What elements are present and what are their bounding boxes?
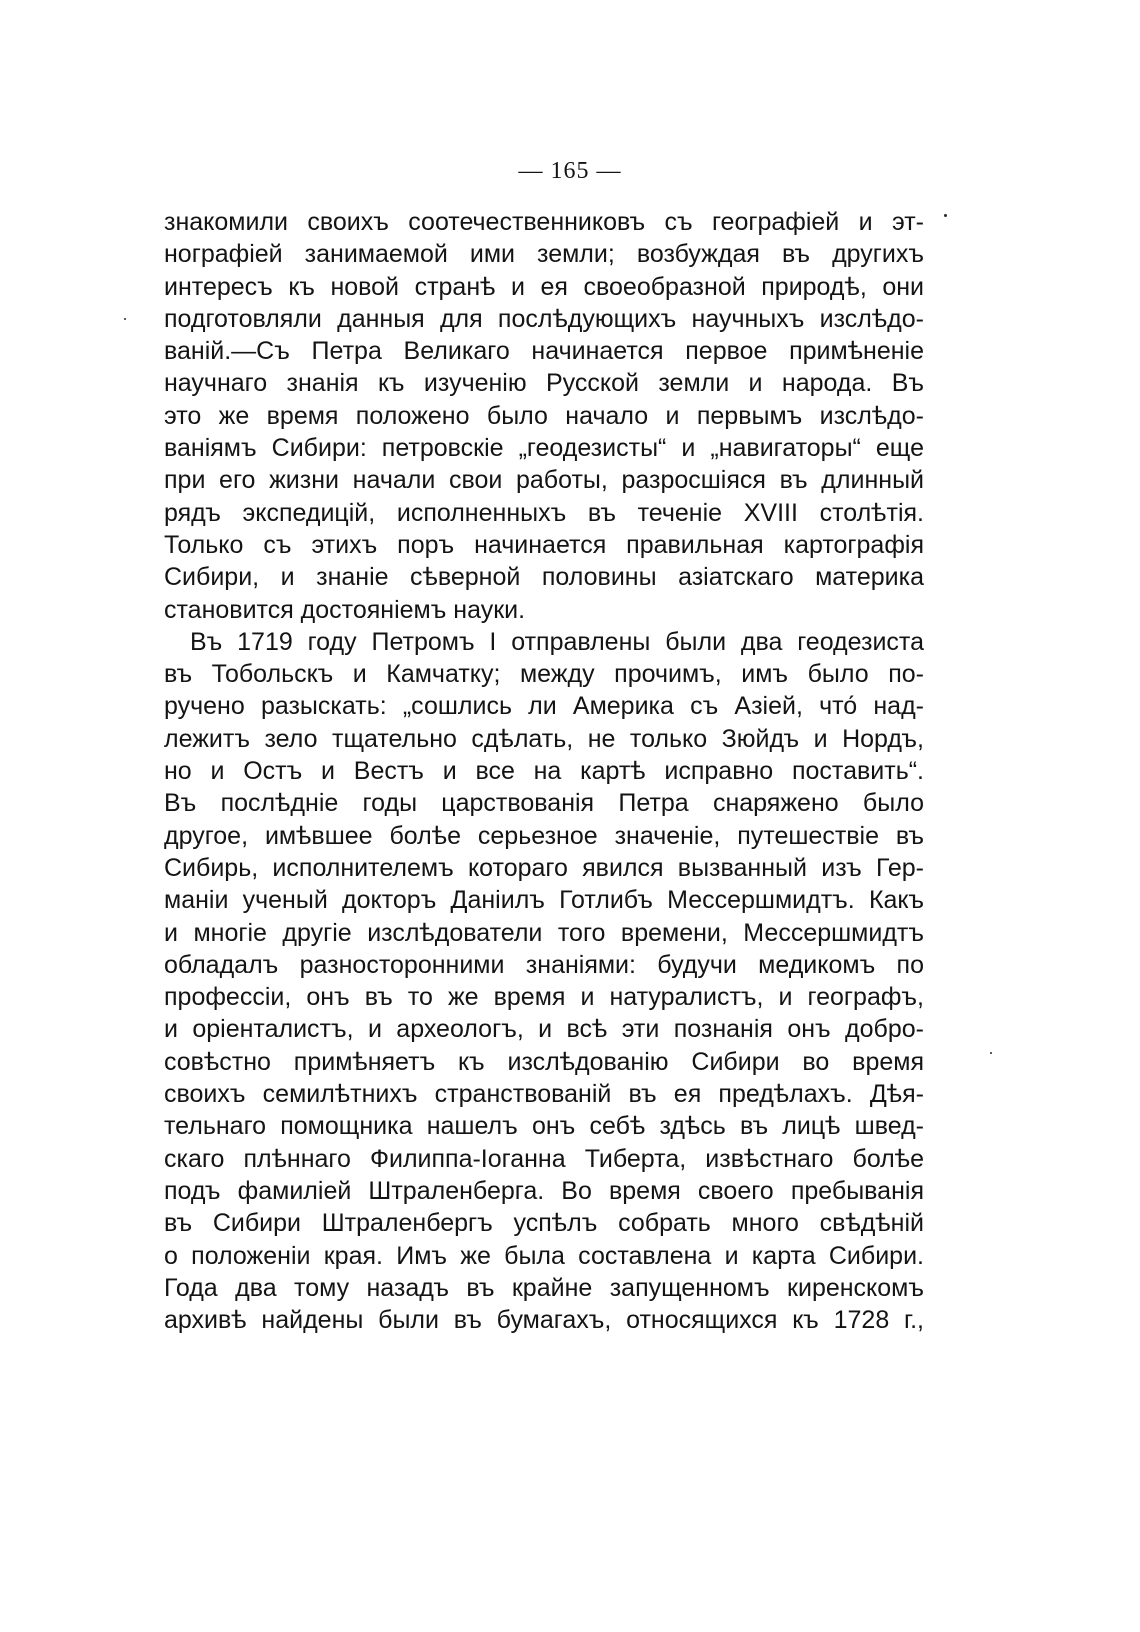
text-line: своихъ семилѣтнихъ странствованій въ ея предѣлахъ. Дѣя- (164, 1080, 924, 1109)
text-line: Въ послѣдніе годы царствованія Петра снаряжено было (164, 789, 924, 818)
text-line: Года два тому назадъ въ крайне запущенномъ киренскомъ (164, 1273, 924, 1302)
text-line: Сибири, и знаніе сѣверной половины азіатскаго материка (164, 563, 924, 592)
text-line: подъ фамиліей Штраленберга. Во время своего пребыванія (164, 1176, 924, 1205)
text-line: подготовляли данныя для послѣдующихъ научныхъ изслѣдо- (164, 304, 924, 333)
text-line: въ Сибири Штраленбергъ успѣлъ собрать много свѣдѣній (164, 1209, 924, 1238)
text-line: маніи ученый докторъ Даніилъ Готлибъ Мессершмидтъ. Какъ (164, 886, 924, 915)
text-line: профессіи, онъ въ то же время и натуралистъ, и географъ, (164, 983, 924, 1012)
text-line: въ Тобольскъ и Камчатку; между прочимъ, имъ было по- (164, 660, 924, 689)
paragraph (164, 206, 924, 626)
text-line: ваніямъ Сибири: петровскіе „геодезисты“ и „навигаторы“ еще (164, 434, 924, 463)
text-line: ручено разыскать: „сошлись ли Америка съ Азіей, что́ над- (164, 692, 924, 721)
text-line: интересъ къ новой странѣ и ея своеобразной природѣ, они (164, 272, 924, 301)
text-line: и многіе другіе изслѣдователи того времени, Мессершмидтъ (164, 918, 924, 947)
text-line: тельнаго помощника нашелъ онъ себѣ здѣсь въ лицѣ швед- (164, 1112, 924, 1141)
print-speck (990, 1052, 992, 1054)
page-number: — 165 — (518, 158, 622, 184)
text-line: при его жизни начали свои работы, разросшіяся въ длинный (164, 466, 924, 495)
text-line: Только съ этихъ поръ начинается правильная картографія (164, 530, 924, 559)
text-line: но и Остъ и Вестъ и все на картѣ исправно поставить“. (164, 757, 924, 786)
print-speck (124, 318, 126, 320)
text-line: обладалъ разносторонними знаніями: будучи медикомъ по (164, 950, 924, 979)
text-line: совѣстно примѣняетъ къ изслѣдованію Сибири во время (164, 1047, 924, 1076)
body-text (164, 206, 924, 1336)
text-line: архивѣ найдены были въ бумагахъ, относящихся къ 1728 г., (164, 1306, 924, 1335)
text-line: знакомили своихъ соотечественниковъ съ географіей и эт- (164, 208, 924, 236)
text-line: нографіей занимаемой ими земли; возбуждая въ другихъ (164, 240, 924, 269)
paragraph (164, 626, 924, 1337)
print-speck (944, 214, 947, 217)
text-line: Въ 1719 году Петромъ I отправлены были два геодезиста (190, 627, 924, 656)
text-line: становится достояніемъ науки. (164, 595, 526, 624)
text-line: и оріенталистъ, и археологъ, и всѣ эти познанія онъ добро- (164, 1015, 924, 1044)
text-line: ваній.—Съ Петра Великаго начинается первое примѣненіе (164, 337, 924, 366)
text-line: рядъ экспедицій, исполненныхъ въ теченіе XVIII столѣтія. (164, 498, 924, 527)
text-line: лежитъ зело тщательно сдѣлать, не только Зюйдъ и Нордъ, (164, 724, 924, 753)
text-line: это же время положено было начало и первымъ изслѣдо- (164, 401, 924, 430)
text-line: научнаго знанія къ изученію Русской земли и народа. Въ (164, 369, 924, 398)
text-line: скаго плѣннаго Филиппа-Іоганна Тиберта, извѣстнаго болѣе (164, 1144, 924, 1173)
text-line: Сибирь, исполнителемъ котораго явился вызванный изъ Гер- (164, 853, 924, 882)
text-line: о положеніи края. Имъ же была составлена и карта Сибири. (164, 1241, 924, 1270)
text-line: другое, имѣвшее болѣе серьезное значеніе, путешествіе въ (164, 821, 924, 850)
